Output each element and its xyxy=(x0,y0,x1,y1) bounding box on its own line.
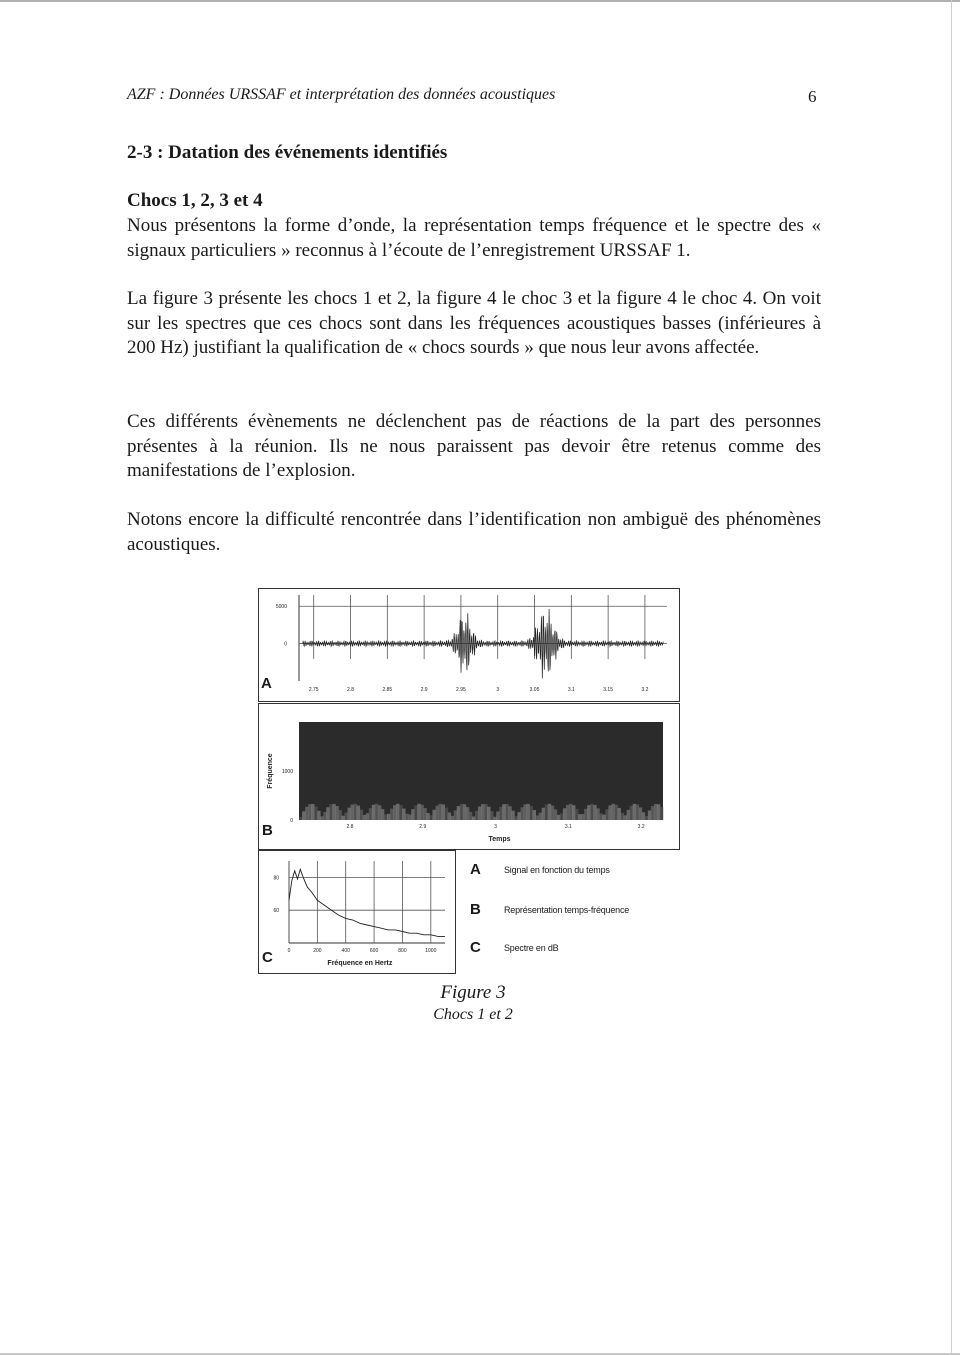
spectrogram-energy-cell xyxy=(432,810,435,820)
panel-letter-c: C xyxy=(262,949,273,966)
spectrogram-energy-cell xyxy=(348,808,351,820)
spectrum-x-tick-label: 400 xyxy=(341,948,350,954)
spectrogram-energy-cell xyxy=(545,805,548,820)
figure-panel-waveform xyxy=(258,588,680,702)
spectrogram-energy-cell xyxy=(493,817,496,820)
spectrogram-energy-cell xyxy=(378,805,381,820)
spectrogram-energy-cell xyxy=(523,804,526,820)
spectrogram-x-tick-label: 3.1 xyxy=(564,824,572,830)
spectrogram-energy-cell xyxy=(396,804,399,820)
spectrogram-energy-cell xyxy=(475,811,478,820)
waveform-y-tick-label: 0 xyxy=(284,641,287,648)
legend-text-c: Spectre en dB xyxy=(504,942,559,953)
spectrogram-energy-cell xyxy=(657,804,660,820)
spectrogram-energy-cell xyxy=(335,806,338,820)
spectrogram-x-tick-label: 2.9 xyxy=(419,824,427,830)
waveform-x-tick-label: 2.95 xyxy=(456,687,466,693)
spectrogram-x-tick-label: 2.8 xyxy=(346,824,354,830)
spectrogram-energy-cell xyxy=(454,810,457,820)
spectrogram-energy-cell xyxy=(354,804,357,820)
spectrogram-energy-cell xyxy=(530,806,533,820)
figure-caption-title: Figure 3 xyxy=(440,982,506,1003)
spectrogram-energy-cell xyxy=(487,807,490,820)
spectrogram-energy-cell xyxy=(605,809,608,820)
spectrogram-chart xyxy=(259,704,679,849)
spectrogram-energy-cell xyxy=(569,804,572,820)
spectrogram-energy-cell xyxy=(457,806,460,820)
spectrogram-energy-cell xyxy=(596,808,599,820)
spectrogram-energy-cell xyxy=(642,812,645,820)
spectrogram-energy-cell xyxy=(445,808,448,820)
spectrum-chart xyxy=(259,851,455,973)
spectrogram-energy-cell xyxy=(442,805,445,820)
spectrum-x-tick-label: 800 xyxy=(398,948,407,954)
spectrogram-energy-cell xyxy=(414,805,417,820)
waveform-x-tick-label: 3.2 xyxy=(641,687,649,693)
spectrogram-energy-cell xyxy=(317,811,320,820)
spectrogram-energy-cell xyxy=(381,809,384,820)
spectrogram-energy-cell xyxy=(499,807,502,820)
figure-panel-spectrum xyxy=(258,850,456,974)
spectrogram-energy-cell xyxy=(511,811,514,820)
spectrogram-y-tick-label: 0 xyxy=(290,818,293,824)
spectrogram-energy-cell xyxy=(581,814,584,820)
waveform-x-tick-label: 3.15 xyxy=(603,687,613,693)
panel-letter-a: A xyxy=(261,675,272,692)
spectrogram-energy-cell xyxy=(429,815,432,820)
page-top-edge xyxy=(0,0,960,2)
legend-key-c: C xyxy=(470,939,481,956)
spectrogram-energy-cell xyxy=(542,808,545,820)
waveform-x-tick-label: 3 xyxy=(496,687,500,693)
spectrum-y-tick-label: 80 xyxy=(273,875,279,882)
spectrogram-energy-cell xyxy=(366,813,369,820)
spectrogram-energy-cell xyxy=(426,813,429,820)
spectrogram-energy-cell xyxy=(599,814,602,820)
spectrogram-energy-cell xyxy=(439,804,442,820)
spectrogram-energy-cell xyxy=(472,816,475,820)
page-number: 6 xyxy=(808,87,817,106)
spectrogram-energy-cell xyxy=(466,807,469,820)
spectrogram-energy-cell xyxy=(560,813,563,820)
spectrogram-energy-cell xyxy=(654,804,657,820)
waveform-x-tick-label: 2.9 xyxy=(420,687,428,693)
spectrogram-energy-cell xyxy=(399,805,402,820)
spectrogram-energy-cell xyxy=(514,816,517,820)
figure-panel-spectrogram xyxy=(258,703,680,850)
spectrogram-energy-cell xyxy=(338,810,341,820)
spectrogram-energy-cell xyxy=(539,813,542,820)
spectrogram-energy-cell xyxy=(584,809,587,820)
legend-key-b: B xyxy=(470,901,481,918)
paragraph-4: Notons encore la difficulté rencontrée dans l’identification non ambiguë des phénomènes acoustiques. xyxy=(127,509,821,555)
spectrogram-energy-cell xyxy=(608,805,611,820)
spectrogram-energy-cell xyxy=(590,804,593,820)
spectrogram-energy-cell xyxy=(611,804,614,820)
spectrogram-energy-cell xyxy=(578,814,581,820)
spectrogram-energy-cell xyxy=(624,815,627,820)
page-right-edge xyxy=(951,0,952,1355)
spectrogram-energy-cell xyxy=(660,807,663,820)
legend-item-c xyxy=(470,939,558,956)
spectrogram-energy-cell xyxy=(320,816,323,820)
spectrogram-energy-cell xyxy=(360,810,363,820)
spectrogram-y-tick-label: 1000 xyxy=(281,769,293,775)
spectrogram-energy-cell xyxy=(375,804,378,820)
spectrogram-energy-cell xyxy=(345,813,348,820)
spectrogram-energy-cell xyxy=(484,804,487,820)
paragraph-1: Nous présentons la forme d’onde, la représentation temps fréquence et le spectre des « signaux particuliers » reconnus à l’écoute de l’enregistrement URSSAF 1. xyxy=(127,215,821,261)
spectrogram-energy-cell xyxy=(408,815,411,820)
spectrogram-energy-cell xyxy=(469,812,472,820)
spectrogram-energy-cell xyxy=(572,805,575,820)
spectrogram-energy-cell xyxy=(402,809,405,820)
spectrogram-energy-cell xyxy=(517,812,520,820)
spectrogram-energy-cell xyxy=(575,809,578,820)
spectrogram-energy-cell xyxy=(614,805,617,820)
spectrogram-energy-cell xyxy=(420,805,423,820)
spectrogram-energy-cell xyxy=(305,807,308,820)
waveform-x-tick-label: 2.8 xyxy=(347,687,354,693)
spectrogram-energy-cell xyxy=(332,804,335,820)
spectrogram-energy-cell xyxy=(566,805,569,820)
spectrogram-energy-cell xyxy=(451,816,454,820)
spectrogram-energy-cell xyxy=(563,808,566,820)
spectrogram-energy-cell xyxy=(436,806,439,820)
spectrogram-energy-cell xyxy=(490,811,493,820)
spectrogram-y-axis-label: Fréquence xyxy=(267,753,274,789)
spectrogram-energy-cell xyxy=(496,811,499,820)
waveform-x-tick-label: 2.75 xyxy=(308,687,319,693)
spectrogram-energy-cell xyxy=(481,804,484,820)
legend-item-a xyxy=(470,861,610,878)
spectrogram-energy-cell xyxy=(478,806,481,820)
subheading: Chocs 1, 2, 3 et 4 xyxy=(127,190,263,211)
spectrum-x-tick-label: 1000 xyxy=(425,948,437,954)
spectrogram-energy-cell xyxy=(363,815,366,820)
waveform-x-tick-label: 3.1 xyxy=(567,687,575,693)
spectrogram-energy-cell xyxy=(505,804,508,820)
spectrogram-x-tick-label: 3 xyxy=(494,824,497,830)
legend-text-b: Représentation temps-fréquence xyxy=(504,904,630,915)
spectrogram-energy-cell xyxy=(460,804,463,820)
spectrogram-energy-cell xyxy=(372,805,375,820)
spectrum-x-tick-label: 0 xyxy=(287,948,291,954)
spectrogram-energy-cell xyxy=(311,804,314,820)
spectrum-line xyxy=(289,869,445,936)
spectrogram-energy-cell xyxy=(536,816,539,820)
spectrogram-energy-cell xyxy=(557,815,560,820)
spectrogram-energy-cell xyxy=(639,807,642,820)
spectrogram-energy-cell xyxy=(326,807,329,820)
spectrogram-energy-cell xyxy=(602,815,605,820)
spectrogram-energy-cell xyxy=(651,806,654,820)
waveform-chart xyxy=(259,589,679,701)
spectrogram-energy-cell xyxy=(587,805,590,820)
waveform-y-tick-label: 5000 xyxy=(275,604,287,611)
spectrogram-energy-cell xyxy=(463,804,466,820)
spectrogram-energy-cell xyxy=(351,805,354,820)
spectrogram-energy-cell xyxy=(341,816,344,820)
spectrogram-energy-cell xyxy=(621,813,624,820)
spectrogram-energy-cell xyxy=(314,806,317,820)
spectrogram-energy-cell xyxy=(533,810,536,820)
spectrogram-x-tick-label: 3.2 xyxy=(637,824,645,830)
spectrum-x-tick-label: 600 xyxy=(369,948,379,954)
spectrogram-energy-cell xyxy=(329,804,332,820)
spectrogram-energy-cell xyxy=(633,804,636,820)
spectrogram-energy-cell xyxy=(527,804,530,820)
spectrogram-energy-cell xyxy=(548,804,551,820)
figure-caption-subtitle: Chocs 1 et 2 xyxy=(433,1006,513,1023)
spectrogram-energy-cell xyxy=(417,804,420,820)
spectrogram-energy-cell xyxy=(308,804,311,820)
legend-text-a: Signal en fonction du temps xyxy=(504,864,610,875)
spectrogram-x-axis-label: Temps xyxy=(488,836,511,843)
spectrogram-energy-cell xyxy=(423,808,426,820)
paragraph-2: La figure 3 présente les chocs 1 et 2, la figure 4 le choc 3 et la figure 4 le choc 4. On voit sur les spectres que ces chocs sont dans les fréquences acoustiques basses (inférieures à 200 Hz) justifiant la qualification de « chocs sourds » que nous leur avons affectée. xyxy=(127,288,821,358)
legend-key-a: A xyxy=(470,861,481,878)
spectrogram-energy-cell xyxy=(636,804,639,820)
section-title: 2-3 : Datation des événements identifiés xyxy=(127,142,448,163)
spectrogram-energy-cell xyxy=(357,806,360,820)
paragraph-3: Ces différents évènements ne déclenchent pas de réactions de la part des personnes présentes à la réunion. Ils ne nous paraissent pas devoir être retenus comme des manifestations de l’explosion. xyxy=(127,411,821,481)
spectrogram-energy-cell xyxy=(618,808,621,820)
spectrogram-energy-cell xyxy=(627,810,630,820)
spectrogram-energy-cell xyxy=(554,809,557,820)
spectrogram-energy-cell xyxy=(645,816,648,820)
waveform-x-tick-label: 2.85 xyxy=(382,687,393,693)
legend-item-b xyxy=(470,901,629,918)
spectrogram-energy-cell xyxy=(448,812,451,820)
spectrogram-energy-cell xyxy=(405,814,408,820)
spectrogram-energy-cell xyxy=(384,814,387,820)
spectrum-x-axis-label: Fréquence en Hertz xyxy=(327,960,393,967)
panel-letter-b: B xyxy=(262,822,273,839)
spectrogram-energy-cell xyxy=(323,812,326,820)
spectrogram-energy-cell xyxy=(390,809,393,820)
spectrogram-energy-cell xyxy=(630,806,633,820)
running-header: AZF : Données URSSAF et interprétation des données acoustiques xyxy=(127,86,556,103)
spectrogram-energy-cell xyxy=(520,807,523,820)
spectrogram-energy-cell xyxy=(411,809,414,820)
spectrogram-energy-cell xyxy=(502,804,505,820)
waveform-x-tick-label: 3.05 xyxy=(529,687,540,693)
spectrum-y-tick-label: 60 xyxy=(273,908,279,915)
spectrogram-energy-cell xyxy=(393,805,396,820)
spectrogram-energy-cell xyxy=(369,808,372,820)
spectrogram-energy-cell xyxy=(302,811,305,820)
spectrogram-energy-cell xyxy=(593,805,596,820)
spectrogram-energy-cell xyxy=(387,814,390,820)
spectrogram-energy-cell xyxy=(551,806,554,820)
spectrogram-energy-cell xyxy=(508,806,511,820)
spectrogram-energy-cell xyxy=(299,817,302,820)
spectrum-x-tick-label: 200 xyxy=(313,948,322,954)
spectrogram-energy-cell xyxy=(648,810,651,820)
